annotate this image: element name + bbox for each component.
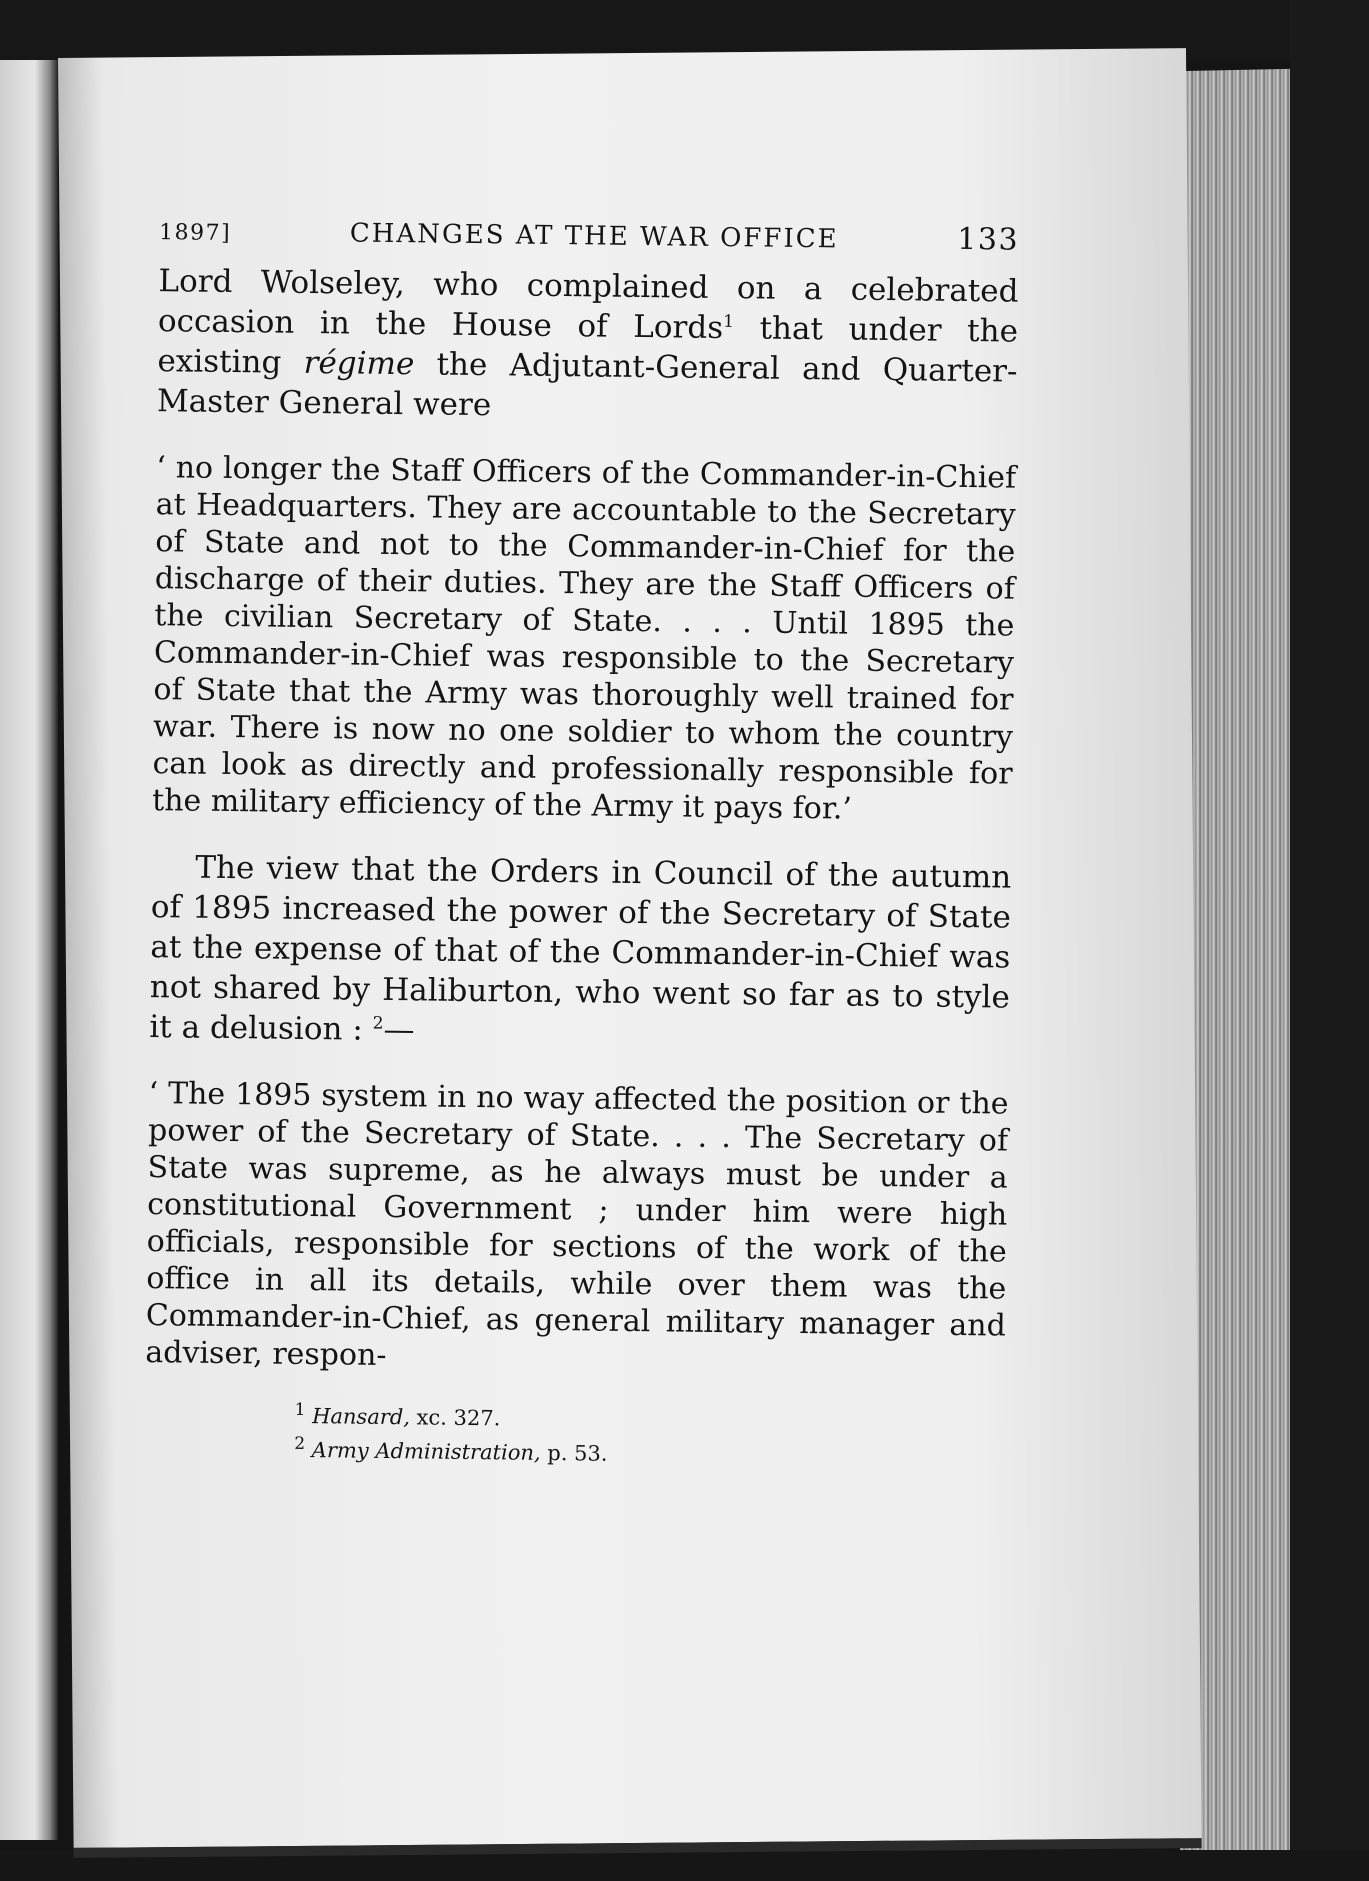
running-head-year: 1897] <box>158 220 232 246</box>
footnote-ref-1: 1 <box>723 311 735 332</box>
footnote-1-mark: 1 <box>294 1399 306 1420</box>
book-page <box>58 48 1202 1858</box>
paragraph-1-italic-word: régime <box>303 344 415 383</box>
paragraph-2 <box>149 847 1011 1057</box>
page-number: 133 <box>957 221 1020 258</box>
paragraph-2-dash: — <box>383 1011 415 1049</box>
footnote-2-mark: 2 <box>294 1433 306 1454</box>
paragraph-2-text: The view that the Orders in Council of the autumn of 1895 increased the power of the Secretary of State at the expense of that of the Commander-in-Chief was not shared by Haliburton, who went so far as to style it a delusion : <box>149 849 1012 1048</box>
footnotes <box>144 1397 1005 1476</box>
footnote-1-ref: xc. 327. <box>409 1405 501 1431</box>
block-quote-1: ‘ no longer the Staff Officers of the Commander-in-Chief at Headquarters. They are accountable to the Secretary of State and not to the Commander-in-Chief for the discharge of their duties. They are the Staff Officers of the civilian Secretary of State. . . . Until 1895 the Commander-in-Chief was responsible to the Secretary of State that the Army was thoroughly well trained for war. There is now no one soldier to whom the country can look as directly and professionally responsible for the military efficiency of the Army it pays for.’ <box>151 450 1017 827</box>
paragraph-1-text-b: that under the existing <box>157 310 1019 381</box>
paragraph-1-text-c: the Adjutant-General and Quarter-Master General were <box>156 346 1018 424</box>
facing-page-edge <box>0 60 58 1840</box>
paragraph-1 <box>157 261 1019 431</box>
block-quote-2: ‘ The 1895 system in no way affected the position or the power of the Secretary of State. . . . The Secretary of State was supreme, as he always must be under a constitutional Government ; under him were high officials, responsible for sections of the work of the office in all its details, while over them was the Commander-in-Chief, as general military manager and adviser, respon- <box>145 1076 1009 1373</box>
footnote-1-source: Hansard, <box>312 1404 411 1430</box>
footnote-2 <box>294 1433 1004 1476</box>
scan-background-right <box>1290 0 1369 1881</box>
page-content <box>144 212 1019 1475</box>
footnote-ref-2: 2 <box>372 1013 384 1034</box>
paragraph-1-text-a: Lord Wolseley, who complained on a celebrated occasion in the House of Lords <box>157 263 1019 347</box>
running-head <box>159 212 1019 258</box>
running-head-title: CHANGES AT THE WAR OFFICE <box>349 218 839 255</box>
footnote-2-source: Army Administration, <box>311 1438 541 1465</box>
footnote-2-ref: p. 53. <box>540 1440 608 1466</box>
